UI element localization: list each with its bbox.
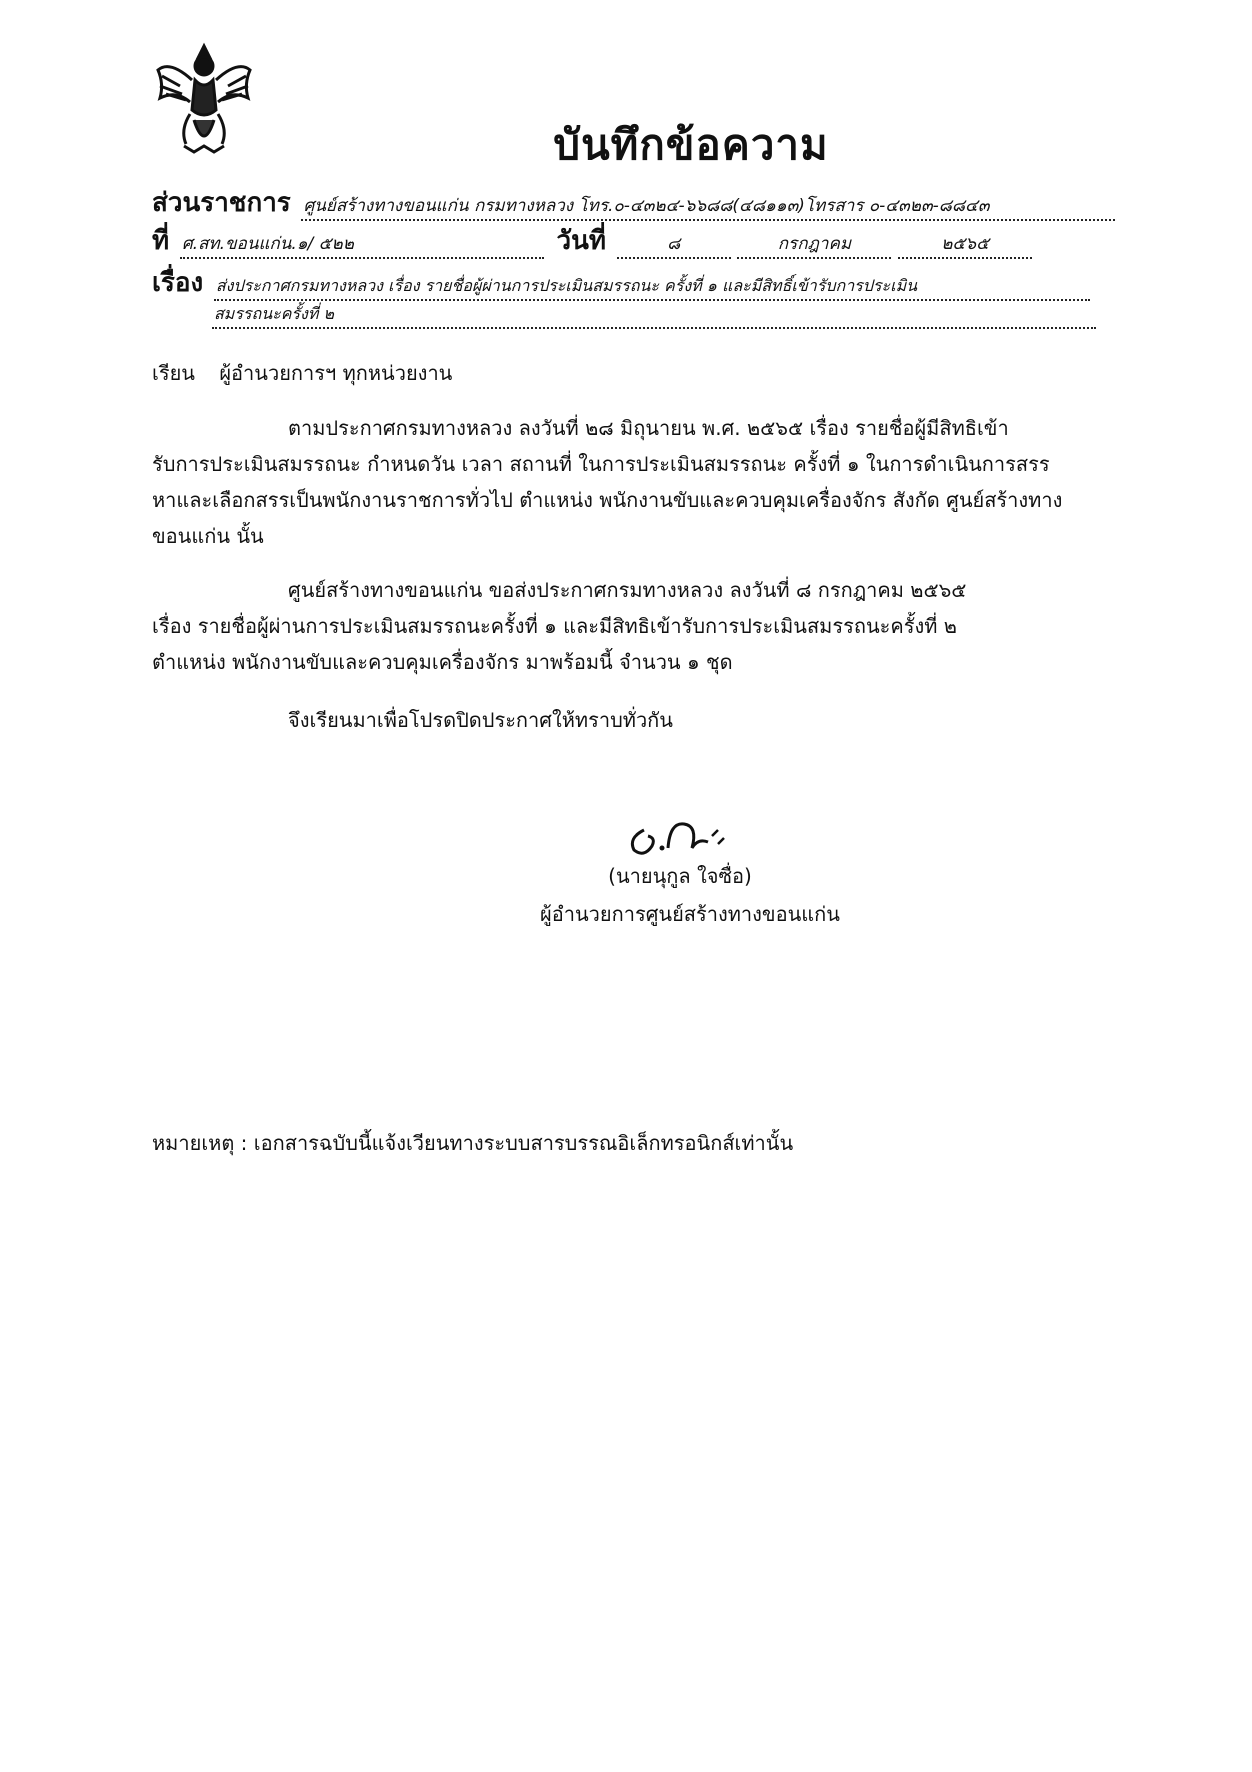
salutation-value: ผู้อำนวยการฯ ทุกหน่วยงาน: [219, 361, 453, 385]
paragraph-1-line: ตามประกาศกรมทางหลวง ลงวันที่ ๒๘ มิถุนายน พ.ศ. ๒๕๖๕ เรื่อง รายชื่อผู้มีสิทธิเข้า: [288, 416, 1009, 440]
date-year: ๒๕๖๕: [898, 230, 1032, 259]
date-day: ๘: [617, 230, 731, 259]
paragraph-1-line: รับการประเมินสมรรถนะ กำหนดวัน เวลา สถานที่ ในการประเมินสมรรถนะ ครั้งที่ ๑ ในการดำเนินการสรร: [152, 452, 1050, 476]
paragraph-2-line: ตำแหน่ง พนักงานขับและควบคุมเครื่องจักร มาพร้อมนี้ จำนวน ๑ ชุด: [152, 650, 733, 674]
agency-row: [152, 182, 1102, 223]
subject-line-2: สมรรถนะครั้งที่ ๒: [212, 302, 1096, 329]
date-label: วันที่: [556, 226, 607, 256]
subject-label: เรื่อง: [152, 268, 204, 298]
salutation: [152, 355, 452, 391]
subject-row: [152, 262, 1102, 303]
document-title: บันทึกข้อความ: [553, 120, 829, 169]
paragraph-1-line: หาและเลือกสรรเป็นพนักงานราชการทั่วไป ตำแหน่ง พนักงานขับและควบคุมเครื่องจักร สังกัด ศูนย์สร้างทาง: [152, 488, 1063, 512]
paragraph-1-line: ขอนแก่น นั้น: [152, 524, 264, 548]
footnote: หมายเหตุ : เอกสารฉบับนี้แจ้งเวียนทางระบบสารบรรณอิเล็กทรอนิกส์เท่านั้น: [152, 1131, 794, 1155]
agency-label: ส่วนราชการ: [152, 188, 291, 218]
ref-label: ที่: [152, 226, 170, 256]
paragraph-1: [152, 410, 1112, 554]
paragraph-2-line: เรื่อง รายชื่อผู้ผ่านการประเมินสมรรถนะครั้งที่ ๑ และมีสิทธิเข้ารับการประเมินสมรรถนะครั้งที่ ๒: [152, 614, 957, 638]
signer-name: (นายนุกูล ใจซื่อ): [608, 864, 752, 888]
date-month: กรกฎาคม: [737, 230, 891, 259]
signer-position: ผู้อำนวยการศูนย์สร้างทางขอนแก่น: [540, 902, 840, 926]
handwritten-signature-icon: [622, 808, 732, 858]
paragraph-3: จึงเรียนมาเพื่อโปรดปิดประกาศให้ทราบทั่วกัน: [288, 708, 673, 732]
paragraph-2-line: ศูนย์สร้างทางขอนแก่น ขอส่งประกาศกรมทางหลวง ลงวันที่ ๘ กรกฎาคม ๒๕๖๕: [288, 578, 967, 602]
ref-value: ศ.สท.ขอนแก่น.๑/ ๕๒๒: [180, 230, 544, 259]
subject-row-2: [212, 300, 1102, 329]
ref-date-row: [152, 220, 1102, 261]
salutation-label: เรียน: [152, 361, 195, 385]
subject-line-1: ส่งประกาศกรมทางหลวง เรื่อง รายชื่อผู้ผ่านการประเมินสมรรถนะ ครั้งที่ ๑ และมีสิทธิ์เข้ารับการประเมิน: [214, 274, 1090, 301]
paragraph-2: [152, 572, 1112, 680]
agency-value: ศูนย์สร้างทางขอนแก่น กรมทางหลวง โทร.๐-๔๓๒๔-๖๖๘๘(๔๘๑๑๓)โทรสาร ๐-๔๓๒๓-๘๘๔๓: [301, 192, 1115, 221]
